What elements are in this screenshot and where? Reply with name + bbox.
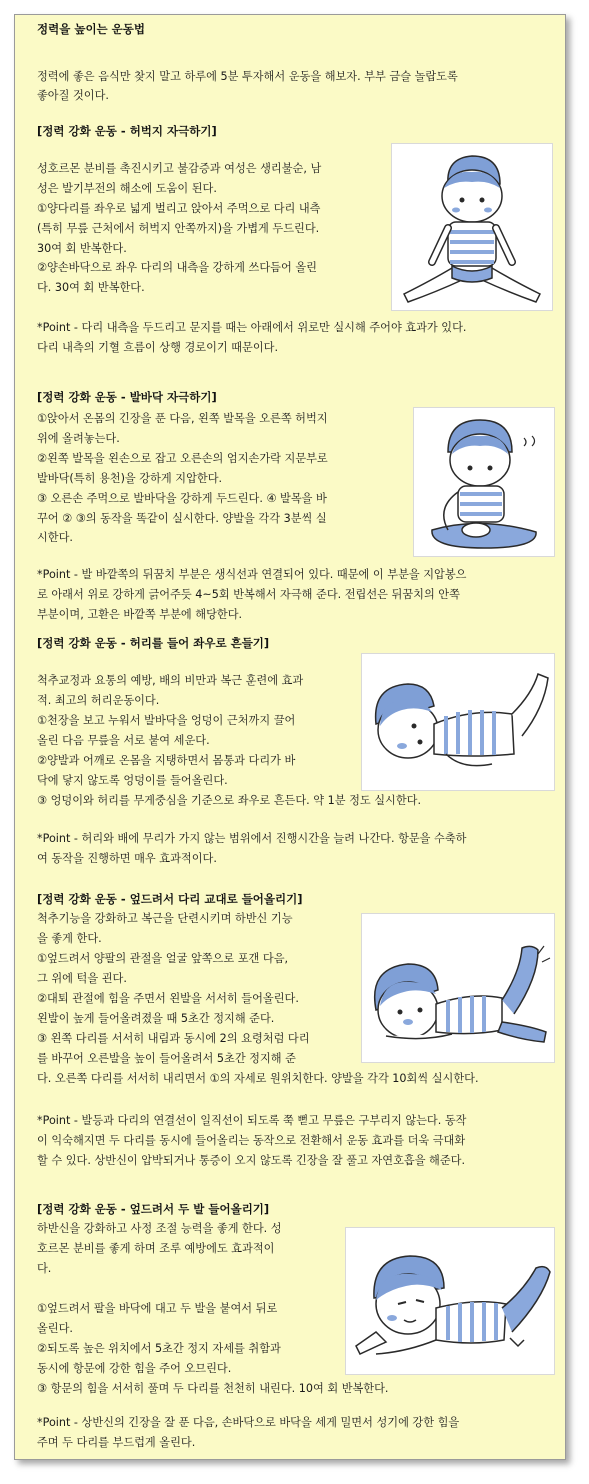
illustration-alternate-leg-raise [361, 913, 555, 1063]
section-text: ①엎드려서 양팔의 관절을 얼굴 앞쪽으로 포갠 다음, [37, 952, 289, 965]
section-text: 성은 발기부전의 해소에 도움이 된다. [37, 182, 217, 195]
section-text: 동시에 항문에 강한 힘을 주어 오므린다. [37, 1362, 232, 1375]
section-text: ①양다리를 좌우로 넓게 벌리고 앉아서 주먹으로 다리 내측 [37, 202, 321, 215]
section-text: 호르몬 분비를 좋게 하며 조루 예방에도 효과적이 [37, 1242, 275, 1255]
section-text: 올린 다음 무릎을 서로 붙여 세운다. [37, 734, 210, 747]
section-text: 을 좋게 한다. [37, 932, 102, 945]
section-text: 다. 30여 회 반복한다. [37, 281, 145, 294]
section-text: ②양손바닥으로 좌우 다리의 내측을 강하게 쓰다듬어 올린 [37, 261, 317, 274]
article-frame [14, 14, 566, 1460]
section-text: ③ 항문의 힘을 서서히 풀며 두 다리를 천천히 내린다. 10여 회 반복한다. [37, 1382, 389, 1395]
section-text: ③ 왼쪽 다리를 서서히 내림과 동시에 2의 요령처럼 다리 [37, 1032, 310, 1045]
section-text: 적. 최고의 허리운동이다. [37, 694, 160, 707]
section-text: 30여 회 반복한다. [37, 242, 127, 255]
section-text: 위에 올려놓는다. [37, 432, 120, 445]
point-text: *Point - 다리 내측을 두드리고 문지를 때는 아래에서 위로만 실시해 주어야 효과가 있다. [37, 321, 467, 334]
section-text: 발바닥(특히 용천)을 강하게 지압한다. [37, 472, 223, 485]
section-text: 닥에 닿지 않도록 엉덩이를 들어올린다. [37, 774, 228, 787]
intro-line: 좋아질 것이다. [37, 89, 109, 102]
point-text: *Point - 발 바깥쪽의 뒤꿈치 부분은 생식선과 연결되어 있다. 때문에 이 부분을 지압봉으 [37, 568, 467, 581]
illustration-both-legs-raise [345, 1227, 555, 1375]
section-text: ③ 오른손 주먹으로 발바닥을 강하게 두드린다. ④ 발목을 바 [37, 492, 327, 505]
point-text: *Point - 허리와 배에 무리가 가지 않는 범위에서 진행시간을 늘려 나간다. 항문을 수축하 [37, 832, 467, 845]
section-header: [정력 강화 운동 - 엎드려서 두 발 들어올리기] [37, 1202, 270, 1216]
section-text: ①천장을 보고 누워서 발바닥을 엉덩이 근처까지 끌어 [37, 714, 296, 727]
section-text: 다. [37, 1262, 52, 1275]
section-text: ③ 엉덩이와 허리를 무게중심을 기준으로 좌우로 흔든다. 약 1분 정도 실시한다. [37, 794, 422, 807]
sitting-figure-illustration [392, 144, 552, 310]
point-text: 여 동작을 진행하면 매우 효과적이다. [37, 852, 217, 865]
section-text: ①앉아서 온몸의 긴장을 푼 다음, 왼쪽 발목을 오른쪽 허벅지 [37, 412, 328, 425]
page-title: 정력을 높이는 운동법 [37, 22, 145, 36]
section-header: [정력 강화 운동 - 발바닥 자극하기] [37, 390, 217, 404]
section-header: [정력 강화 운동 - 허리를 들어 좌우로 흔들기] [37, 636, 270, 650]
section-text: 를 바꾸어 오른발을 높이 들어올려서 5초간 정지해 준 [37, 1052, 296, 1065]
both-legs-figure-illustration [346, 1228, 554, 1374]
section-text: 올린다. [37, 1322, 73, 1335]
point-text: 다리 내측의 기혈 흐름이 상행 경로이기 때문이다. [37, 341, 279, 354]
section-text: 척추기능을 강화하고 복근을 단련시키며 하반신 기능 [37, 912, 293, 925]
section-text: ①엎드려서 팔을 바닥에 대고 두 발을 붙여서 뒤로 [37, 1302, 278, 1315]
intro-line: 정력에 좋은 음식만 찾지 말고 하루에 5분 투자해서 운동을 해보자. 부부 금슬 놀랍도록 [37, 70, 458, 83]
illustration-foot-press [413, 407, 555, 557]
section-text: 왼발이 높게 들어올려졌을 때 5초간 정지해 준다. [37, 1012, 275, 1025]
section-text: ②되도록 높은 위치에서 5초간 정지 자세를 취함과 [37, 1342, 281, 1355]
section-text: ②왼쪽 발목을 왼손으로 잡고 오른손의 엄지손가락 지문부로 [37, 452, 328, 465]
point-text: 주며 두 다리를 부드럽게 올린다. [37, 1436, 196, 1449]
point-text: *Point - 발등과 다리의 연결선이 일직선이 되도록 쭉 뻗고 무릎은 구부리지 않는다. 동작 [37, 1114, 467, 1127]
hip-raise-figure-illustration [362, 654, 554, 790]
illustration-hip-raise [361, 653, 555, 791]
section-text: 다. 오른쪽 다리를 서서히 내리면서 ①의 자세로 원위치한다. 양발을 각각 10회씩 실시한다. [37, 1072, 479, 1085]
section-text: 시한다. [37, 531, 73, 544]
point-text: *Point - 상반신의 긴장을 잘 푼 다음, 손바닥으로 바닥을 세게 밀면서 성기에 강한 힘을 [37, 1416, 460, 1429]
section-text: ②양발과 어깨로 온몸을 지탱하면서 몸통과 다리가 바 [37, 754, 296, 767]
leg-raise-figure-illustration [362, 914, 554, 1062]
section-text: 하반신을 강화하고 사정 조절 능력을 좋게 한다. 성 [37, 1222, 282, 1235]
section-text: ②대퇴 관절에 힘을 주면서 왼발을 서서히 들어올린다. [37, 992, 299, 1005]
illustration-leg-spread [391, 143, 553, 311]
section-text: 꾸어 ② ③의 동작을 똑같이 실시한다. 양발을 각각 3분씩 실 [37, 512, 327, 525]
section-text: (특히 무릎 근처에서 허벅지 안쪽까지)을 가볍게 두드린다. [37, 222, 320, 235]
section-text: 그 위에 턱을 괸다. [37, 972, 127, 985]
section-header: [정력 강화 운동 - 엎드려서 다리 교대로 들어올리기] [37, 892, 303, 906]
point-text: 할 수 있다. 상반신이 압박되거나 통증이 오지 않도록 긴장을 잘 풀고 자연호흡을 해준다. [37, 1154, 466, 1167]
point-text: 부분이며, 고환은 바깥쪽 부분에 해당한다. [37, 608, 243, 621]
section-text: 척추교정과 요통의 예방, 배의 비만과 복근 훈련에 효과 [37, 674, 304, 687]
section-header: [정력 강화 운동 - 허벅지 자극하기] [37, 124, 217, 138]
foot-press-figure-illustration [414, 408, 554, 556]
point-text: 로 아래서 위로 강하게 긁어주듯 4~5회 반복해서 자극해 준다. 전립선은 뒤꿈치의 안쪽 [37, 588, 460, 601]
point-text: 이 익숙해지면 두 다리를 동시에 들어올리는 동작으로 전환해서 운동 효과를 더욱 극대화 [37, 1134, 466, 1147]
section-text: 성호르몬 분비를 촉진시키고 불감증과 여성은 생리불순, 남 [37, 162, 322, 175]
